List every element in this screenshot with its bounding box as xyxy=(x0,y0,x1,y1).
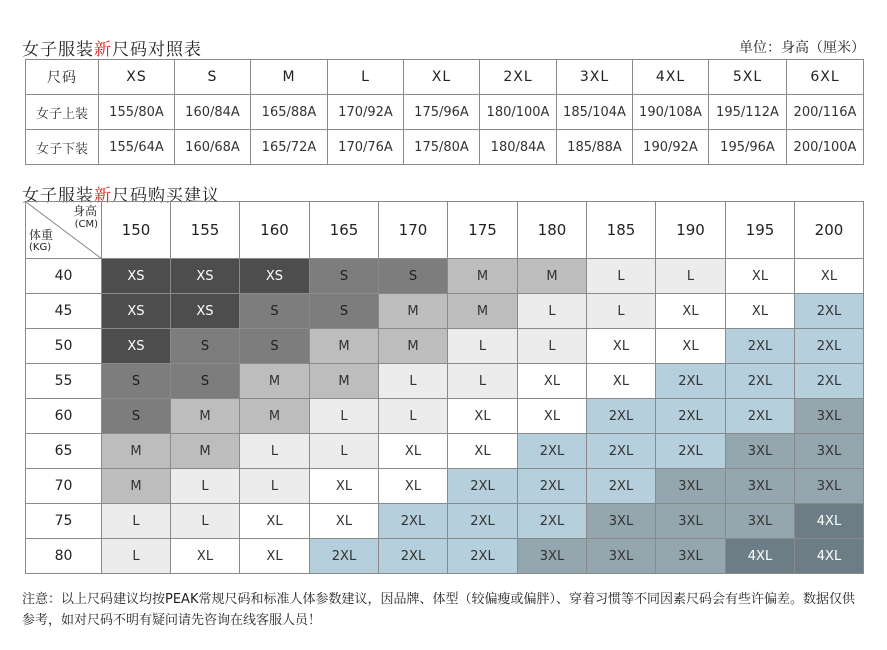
size-cell: XL xyxy=(379,469,448,504)
size-cell: 3XL xyxy=(795,469,864,504)
size-cell: 4XL xyxy=(795,504,864,539)
header-size: 3XL xyxy=(557,60,633,95)
grid-row xyxy=(26,364,864,399)
height-header: 155 xyxy=(171,202,240,259)
table-cell: 155/64A xyxy=(99,130,175,165)
table-cell: 200/100A xyxy=(787,130,864,165)
size-cell: L xyxy=(240,434,310,469)
size-cell: S xyxy=(240,329,310,364)
size-cell: M xyxy=(379,329,448,364)
table-header-row xyxy=(26,60,864,95)
grid-row xyxy=(26,469,864,504)
size-cell: 2XL xyxy=(379,504,448,539)
size-cell: 2XL xyxy=(656,399,726,434)
size-cell: XL xyxy=(379,434,448,469)
size-cell: L xyxy=(171,504,240,539)
table-cell: 155/80A xyxy=(99,95,175,130)
size-cell: 3XL xyxy=(795,434,864,469)
size-cell: 2XL xyxy=(448,539,518,574)
size-cell: 3XL xyxy=(656,539,726,574)
size-cell: L xyxy=(518,294,587,329)
size-cell: L xyxy=(656,259,726,294)
weight-label: 80 xyxy=(26,539,102,574)
table-cell: 200/116A xyxy=(787,95,864,130)
size-cell: 2XL xyxy=(795,294,864,329)
size-cell: 2XL xyxy=(518,469,587,504)
size-cell: 3XL xyxy=(726,469,795,504)
header-size: M xyxy=(251,60,328,95)
table-cell: 175/80A xyxy=(404,130,480,165)
table-cell: 180/84A xyxy=(480,130,557,165)
weight-label: 60 xyxy=(26,399,102,434)
size-reference-table xyxy=(25,59,864,165)
grid-row xyxy=(26,399,864,434)
size-cell: XS xyxy=(171,294,240,329)
weight-axis-unit: (KG) xyxy=(29,242,52,253)
size-cell: 2XL xyxy=(587,399,656,434)
row-label: 女子下装 xyxy=(26,130,99,165)
size-cell: XL xyxy=(795,259,864,294)
grid-row xyxy=(26,294,864,329)
size-cell: 4XL xyxy=(795,539,864,574)
size-cell: XS xyxy=(171,259,240,294)
table-cell: 165/88A xyxy=(251,95,328,130)
table-cell: 195/96A xyxy=(709,130,787,165)
size-cell: S xyxy=(171,329,240,364)
size-recommendation-grid xyxy=(25,201,864,574)
grid-row xyxy=(26,329,864,364)
size-cell: 3XL xyxy=(726,434,795,469)
size-cell: S xyxy=(379,259,448,294)
size-cell: XL xyxy=(240,504,310,539)
size-cell: L xyxy=(379,399,448,434)
size-cell: L xyxy=(310,399,379,434)
size-cell: XL xyxy=(587,364,656,399)
size-cell: M xyxy=(379,294,448,329)
table-cell: 160/68A xyxy=(175,130,251,165)
size-cell: 2XL xyxy=(518,434,587,469)
size-cell: L xyxy=(379,364,448,399)
size-recommendation-title: 女子服装新尺码购买建议 xyxy=(22,186,220,206)
size-cell: L xyxy=(102,504,171,539)
size-cell: M xyxy=(310,329,379,364)
table-cell: 160/84A xyxy=(175,95,251,130)
size-cell: 2XL xyxy=(587,434,656,469)
size-cell: XS xyxy=(102,329,171,364)
size-cell: XL xyxy=(518,399,587,434)
size-cell: M xyxy=(240,364,310,399)
size-cell: 2XL xyxy=(795,364,864,399)
header-size: 2XL xyxy=(480,60,557,95)
size-cell: XS xyxy=(240,259,310,294)
size-cell: 2XL xyxy=(726,364,795,399)
size-cell: 2XL xyxy=(310,539,379,574)
height-axis-unit: (CM) xyxy=(74,219,98,230)
grid-row xyxy=(26,504,864,539)
disclaimer-note: 注意：以上尺码建议均按PEAK常规尺码和标准人体参数建议，因品牌、体型（较偏瘦或偏胖）、穿着习惯等不同因素尺码会有些许偏差。数据仅供参考，如对尺码不明有疑问请先咨询在线客服人员！ xyxy=(22,592,855,628)
height-header: 195 xyxy=(726,202,795,259)
table-cell: 175/96A xyxy=(404,95,480,130)
size-cell: M xyxy=(518,259,587,294)
size-cell: XL xyxy=(448,434,518,469)
size-cell: S xyxy=(171,364,240,399)
size-cell: M xyxy=(448,294,518,329)
header-size: 4XL xyxy=(633,60,709,95)
size-cell: M xyxy=(310,364,379,399)
height-header: 180 xyxy=(518,202,587,259)
size-cell: XL xyxy=(171,539,240,574)
table-cell: 185/104A xyxy=(557,95,633,130)
table-cell: 180/100A xyxy=(480,95,557,130)
grid-row xyxy=(26,539,864,574)
weight-label: 40 xyxy=(26,259,102,294)
weight-label: 65 xyxy=(26,434,102,469)
header-size: 6XL xyxy=(787,60,864,95)
table-cell: 165/72A xyxy=(251,130,328,165)
size-cell: XL xyxy=(656,294,726,329)
weight-label: 70 xyxy=(26,469,102,504)
size-cell: L xyxy=(171,469,240,504)
height-header: 190 xyxy=(656,202,726,259)
header-size: XS xyxy=(99,60,175,95)
weight-label: 45 xyxy=(26,294,102,329)
size-cell: 4XL xyxy=(726,539,795,574)
size-cell: 3XL xyxy=(656,469,726,504)
size-cell: 3XL xyxy=(518,539,587,574)
table-row xyxy=(26,130,864,165)
size-cell: XL xyxy=(726,259,795,294)
table-cell: 190/92A xyxy=(633,130,709,165)
size-cell: XL xyxy=(587,329,656,364)
size-cell: S xyxy=(240,294,310,329)
size-cell: L xyxy=(448,329,518,364)
size-chart-title: 女子服装新尺码对照表 xyxy=(22,40,202,60)
size-cell: M xyxy=(448,259,518,294)
height-axis-label: 身高 xyxy=(72,204,97,218)
size-cell: S xyxy=(310,259,379,294)
size-cell: 2XL xyxy=(448,504,518,539)
height-header: 160 xyxy=(240,202,310,259)
weight-label: 55 xyxy=(26,364,102,399)
size-cell: XS xyxy=(102,259,171,294)
size-cell: M xyxy=(171,434,240,469)
header-size-label: 尺码 xyxy=(26,60,99,95)
height-header: 170 xyxy=(379,202,448,259)
height-header: 185 xyxy=(587,202,656,259)
size-cell: 3XL xyxy=(587,539,656,574)
size-cell: XL xyxy=(656,329,726,364)
table-row xyxy=(26,95,864,130)
height-header: 200 xyxy=(795,202,864,259)
header-size: L xyxy=(328,60,404,95)
grid-header-row xyxy=(26,202,864,259)
size-cell: 2XL xyxy=(726,399,795,434)
size-cell: 2XL xyxy=(518,504,587,539)
weight-label: 50 xyxy=(26,329,102,364)
size-cell: 2XL xyxy=(379,539,448,574)
height-header: 165 xyxy=(310,202,379,259)
size-cell: 3XL xyxy=(587,504,656,539)
size-cell: XL xyxy=(310,469,379,504)
table-cell: 190/108A xyxy=(633,95,709,130)
table-cell: 185/88A xyxy=(557,130,633,165)
size-cell: S xyxy=(310,294,379,329)
size-cell: L xyxy=(448,364,518,399)
size-cell: 2XL xyxy=(448,469,518,504)
size-cell: 2XL xyxy=(795,329,864,364)
size-cell: L xyxy=(518,329,587,364)
header-size: S xyxy=(175,60,251,95)
table-cell: 170/76A xyxy=(328,130,404,165)
size-cell: XL xyxy=(310,504,379,539)
height-header: 175 xyxy=(448,202,518,259)
size-cell: M xyxy=(171,399,240,434)
size-cell: 3XL xyxy=(656,504,726,539)
corner-header xyxy=(26,202,102,259)
header-size: 5XL xyxy=(709,60,787,95)
grid-row xyxy=(26,434,864,469)
size-cell: XL xyxy=(726,294,795,329)
size-cell: M xyxy=(102,434,171,469)
weight-axis-label: 体重 xyxy=(29,228,54,242)
size-cell: L xyxy=(310,434,379,469)
size-cell: L xyxy=(587,294,656,329)
size-cell: S xyxy=(102,364,171,399)
size-cell: 3XL xyxy=(795,399,864,434)
weight-label: 75 xyxy=(26,504,102,539)
row-label: 女子上装 xyxy=(26,95,99,130)
size-cell: 2XL xyxy=(587,469,656,504)
size-cell: L xyxy=(587,259,656,294)
size-cell: L xyxy=(240,469,310,504)
size-cell: XL xyxy=(448,399,518,434)
size-cell: 3XL xyxy=(726,504,795,539)
size-cell: M xyxy=(102,469,171,504)
size-cell: 2XL xyxy=(726,329,795,364)
unit-label: 单位：身高（厘米） xyxy=(739,40,865,56)
size-cell: 2XL xyxy=(656,364,726,399)
height-header: 150 xyxy=(102,202,171,259)
table-cell: 170/92A xyxy=(328,95,404,130)
header-size: XL xyxy=(404,60,480,95)
size-cell: XL xyxy=(518,364,587,399)
grid-row xyxy=(26,259,864,294)
size-cell: S xyxy=(102,399,171,434)
size-cell: M xyxy=(240,399,310,434)
table-cell: 195/112A xyxy=(709,95,787,130)
size-cell: XL xyxy=(240,539,310,574)
size-cell: 2XL xyxy=(656,434,726,469)
size-cell: XS xyxy=(102,294,171,329)
size-cell: L xyxy=(102,539,171,574)
